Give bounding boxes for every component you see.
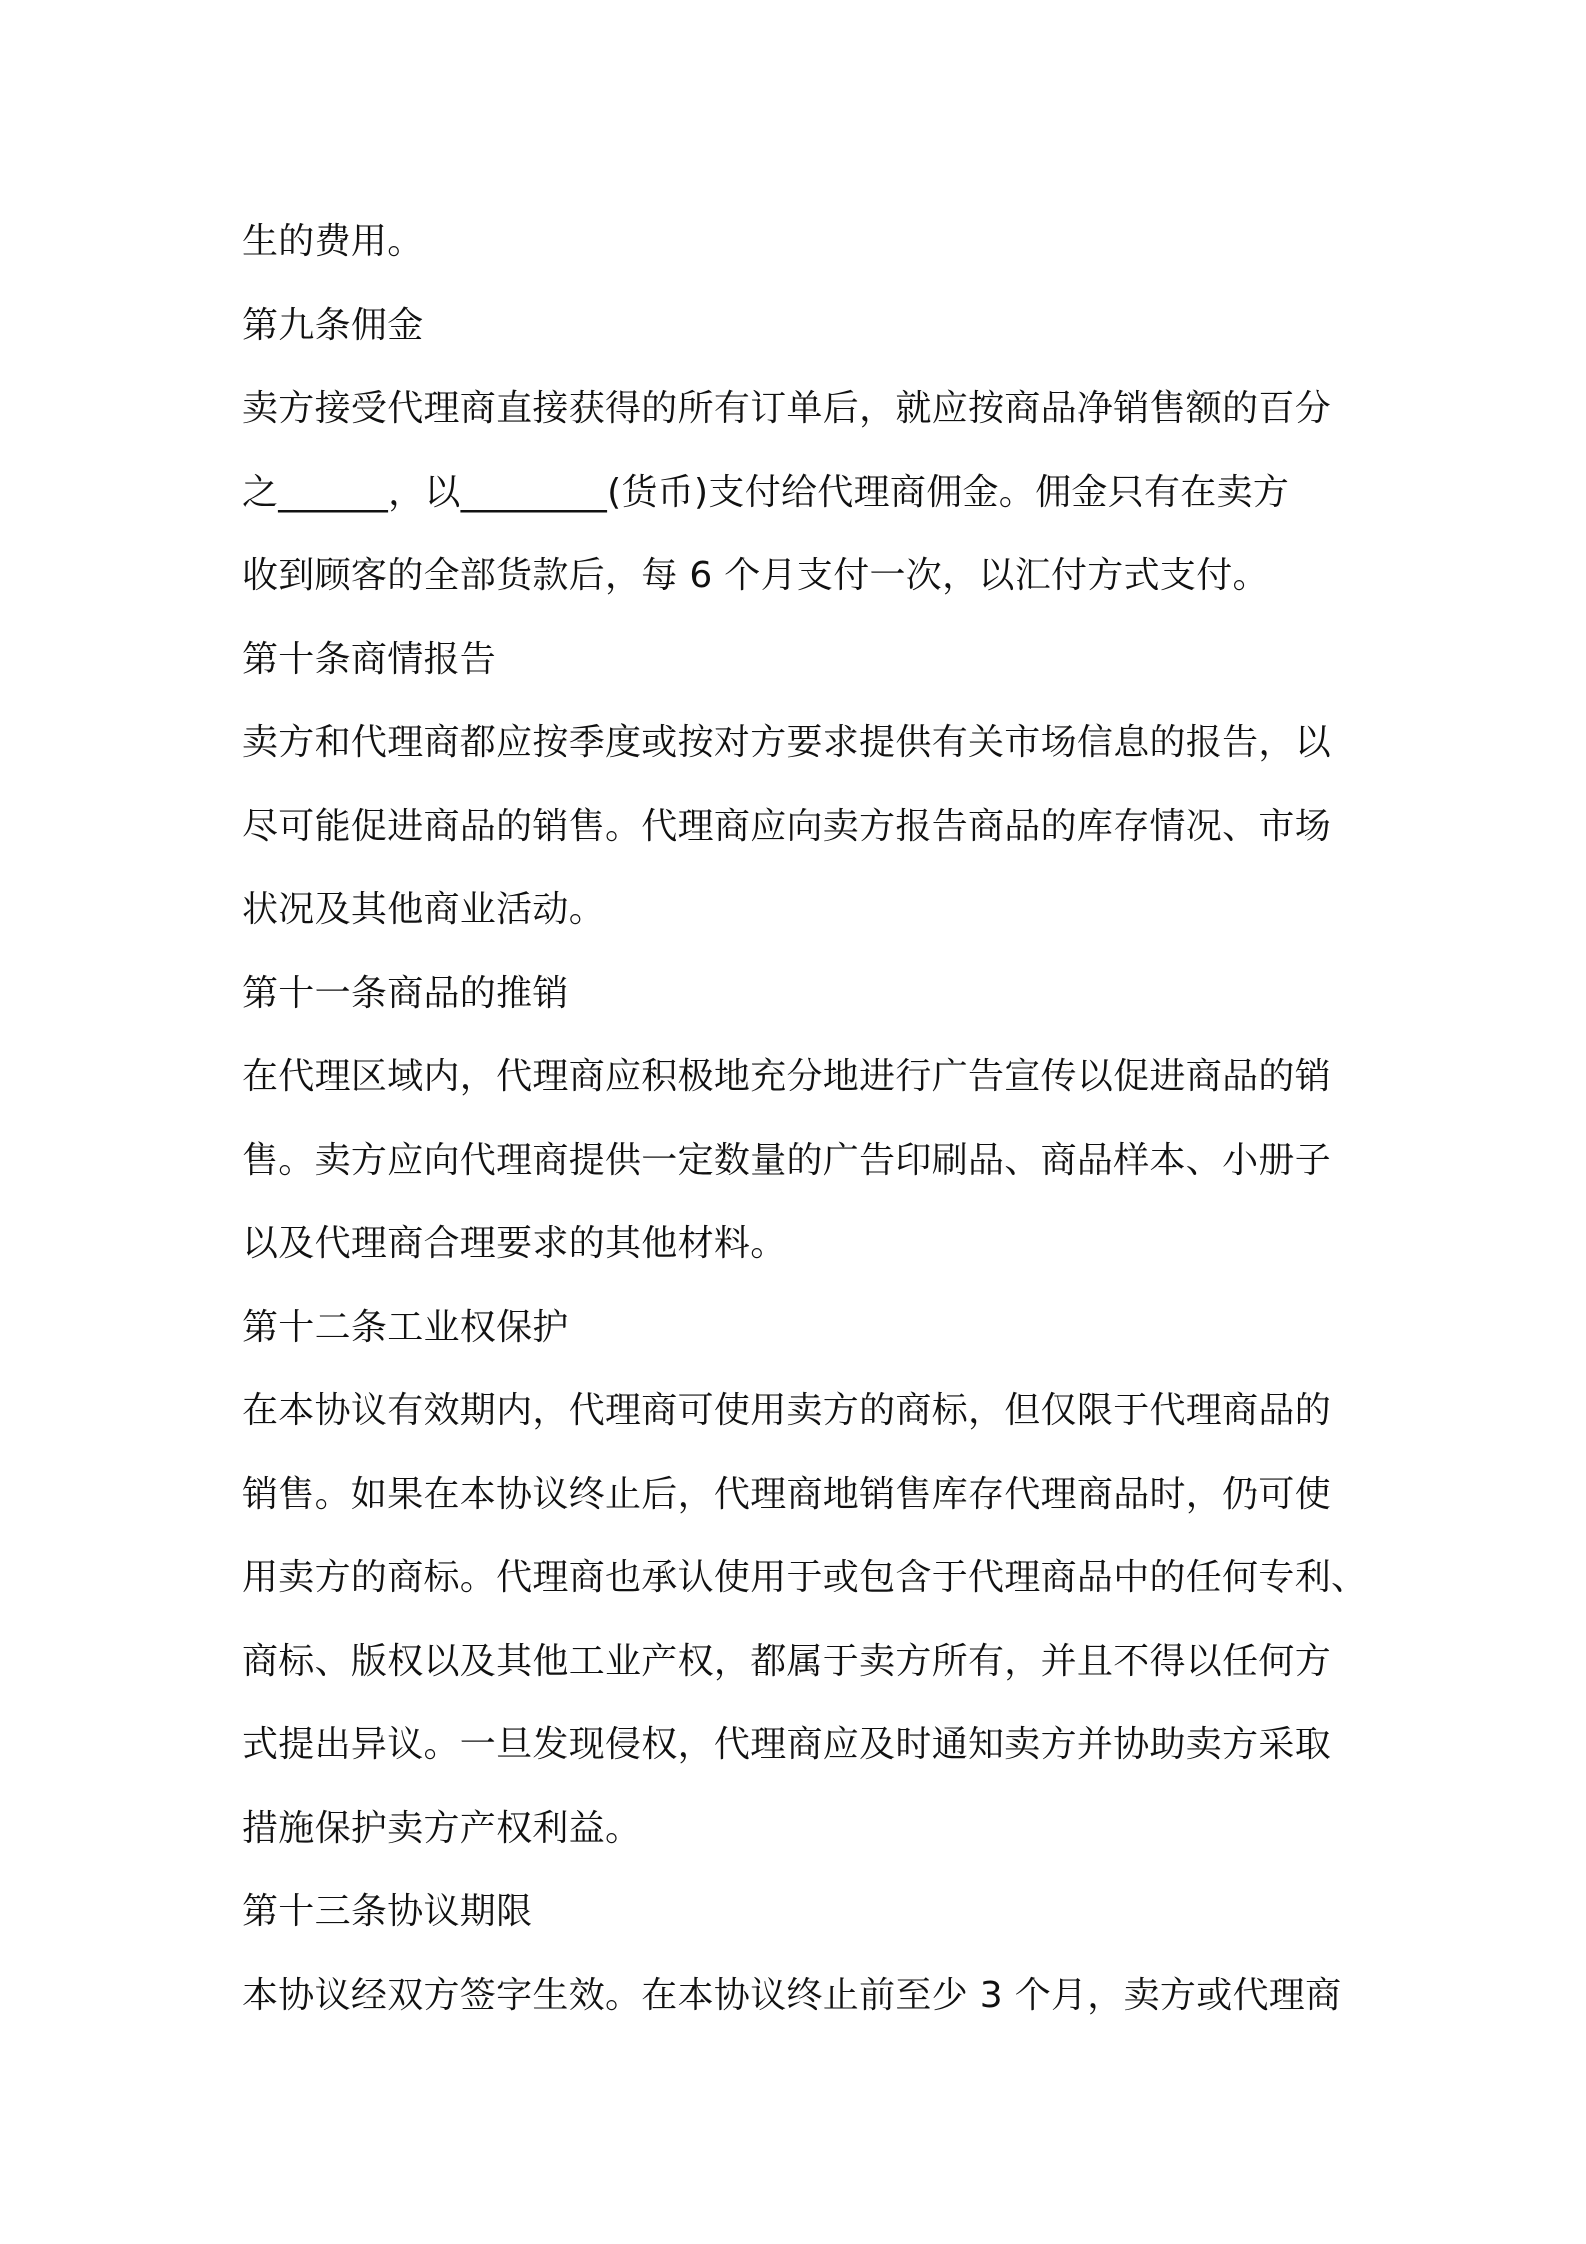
text-line: 商标、版权以及其他工业产权，都属于卖方所有，并且不得以任何方 (242, 1640, 1332, 1682)
text-line: 本协议经双方签字生效。在本协议终止前至少 3 个月，卖方或代理商 (242, 1974, 1342, 2016)
text-line: 用卖方的商标。代理商也承认使用于或包含于代理商品中的任何专利、 (242, 1557, 1368, 1598)
section-heading-article-11: 第十一条商品的推销 (242, 972, 569, 1014)
text-line: 卖方和代理商都应按季度或按对方要求提供有关市场信息的报告，以 (242, 722, 1332, 763)
text-line: 收到顾客的全部货款后，每 6 个月支付一次，以汇付方式支付。 (242, 555, 1269, 596)
text-line: 状况及其他商业活动。 (242, 889, 606, 930)
section-heading-article-13: 第十三条协议期限 (242, 1891, 533, 1932)
section-heading-article-12: 第十二条工业权保护 (242, 1306, 569, 1348)
text-line: 在本协议有效期内，代理商可使用卖方的商标，但仅限于代理商品的 (242, 1390, 1332, 1431)
text-line: 在代理区域内，代理商应积极地充分地进行广告宣传以促进商品的销 (242, 1056, 1332, 1097)
section-heading-article-10: 第十条商情报告 (242, 638, 497, 680)
text-line: 之______，以________(货币)支付给代理商佣金。佣金只有在卖方 (242, 471, 1290, 513)
text-line: 以及代理商合理要求的其他材料。 (242, 1223, 787, 1264)
text-line: 生的费用。 (242, 221, 424, 262)
section-heading-article-9: 第九条佣金 (242, 304, 424, 346)
text-line: 销售。如果在本协议终止后，代理商地销售库存代理商品时，仍可使 (242, 1473, 1332, 1515)
text-line: 措施保护卖方产权利益。 (242, 1807, 642, 1849)
text-line: 式提出异议。一旦发现侵权，代理商应及时通知卖方并协助卖方采取 (242, 1724, 1332, 1765)
text-line: 卖方接受代理商直接获得的所有订单后，就应按商品净销售额的百分 (242, 388, 1332, 429)
text-line: 尽可能促进商品的销售。代理商应向卖方报告商品的库存情况、市场 (242, 805, 1332, 847)
document-body (242, 200, 1368, 2037)
text-line: 售。卖方应向代理商提供一定数量的广告印刷品、商品样本、小册子 (242, 1139, 1332, 1181)
